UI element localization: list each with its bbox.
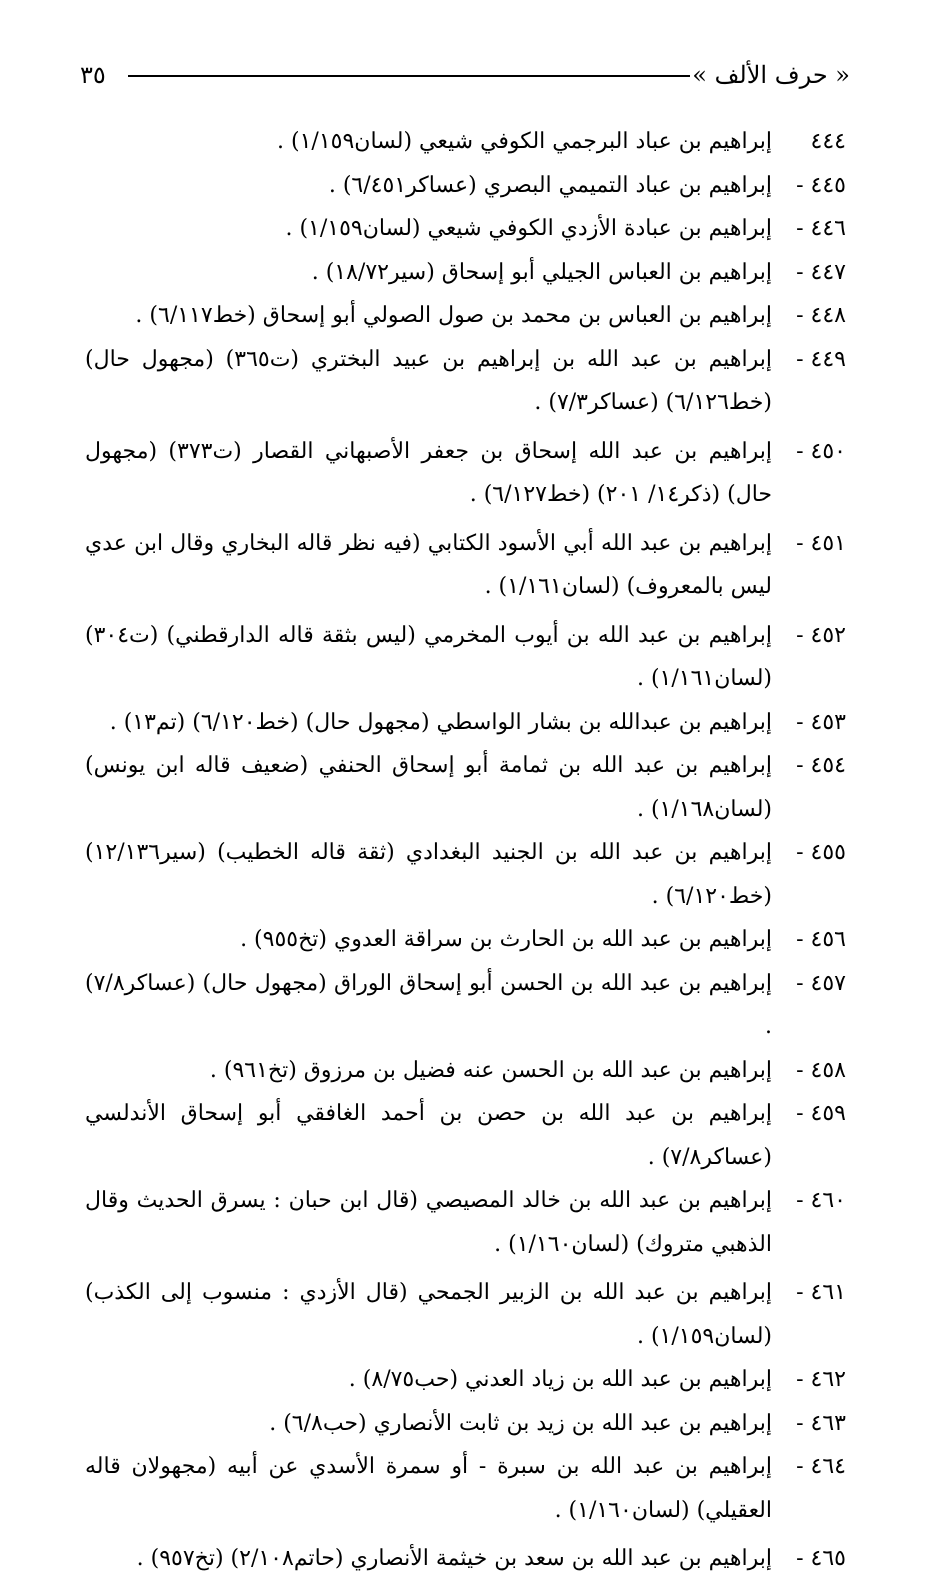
entry-number: ٤٥٧ - [796,970,846,996]
entry-number: ٤٦٣ - [796,1410,846,1436]
entry-number: ٤٤٩ - [796,346,846,372]
entry-452 [85,614,846,701]
entry-465 [85,1537,846,1581]
entry-number: ٤٥٠ - [796,438,846,464]
entry-number: ٤٥٩ - [796,1101,846,1126]
entry-number: ٤٥٤ - [796,753,846,778]
entry-460 [85,1179,846,1266]
entry-text: إبراهيم بن عبد الله بن إبراهيم بن عبيد البختري (ت٣٦٥) (مجهول حال) (خط٦/١٢٦) (عساكر٧/٣) . [85,346,773,415]
entry-text: إبراهيم بن عبد الله بن ثمامة أبو إسحاق الحنفي (ضعيف قاله ابن يونس) (لسان١/١٦٨) . [85,753,772,822]
entry-446 [85,207,846,251]
entry-number: ٤٤٦ - [796,216,846,241]
entry-459 [85,1092,846,1179]
entry-number: ٤٦٥ - [796,1546,846,1571]
entry-458 [85,1049,846,1093]
entry-text: إبراهيم بن عبد الله بن سعد بن خيثمة الأنصاري (حاتم٢/١٠٨) (تخ٩٥٧) . [136,1546,772,1571]
entry-number: ٤٤٥ - [796,172,846,198]
entry-number: ٤٥٣ - [796,709,846,735]
entry-text: إبراهيم بن عبادة الأزدي الكوفي شيعي (لسان١/١٥٩) . [285,216,772,241]
entry-number: ٤٦١ - [796,1280,846,1305]
entry-463 [85,1402,846,1446]
entry-451 [85,522,846,609]
entry-text: إبراهيم بن عبد الله إسحاق بن جعفر الأصبهاني القصار (ت٣٧٣) (مجهول حال) (ذكر١٤/ ٢٠١) (خط٦/١٢٧) . [85,438,772,507]
section-title: « حرف الألف » [692,61,850,89]
entry-448 [85,294,846,338]
entry-text: إبراهيم بن عبدالله بن بشار الواسطي (مجهول حال) (خط٦/١٢٠) (تم١٣) . [109,709,772,735]
entry-text: إبراهيم بن عبد الله بن سبرة - أو سمرة الأسدي عن أبيه (مجهولان قاله العقيلي) (لسان١/١٦٠) . [85,1454,772,1523]
page-header [80,58,850,92]
entry-number: ٤٦٢ - [796,1367,846,1392]
entry-462 [85,1358,846,1402]
entry-number: ٤٦٤ - [796,1454,846,1479]
entry-number: ٤٦٠ - [796,1188,846,1213]
entry-text: إبراهيم بن عبد الله بن الحسن أبو إسحاق الوراق (مجهول حال) (عساكر٧/٨) . [85,970,772,1039]
entry-text: إبراهيم بن عبد الله بن الحسن عنه فضيل بن مرزوق (تخ٩٦١) . [209,1057,772,1083]
entry-461 [85,1271,846,1358]
entry-list [85,120,846,1581]
entry-445 [85,164,846,208]
entry-number: ٤٤٨ - [796,303,846,328]
entry-text: إبراهيم بن عبد الله بن خالد المصيصي (قال ابن حبان : يسرق الحديث وقال الذهبي متروك) (لسان١/١٦٠) . [85,1188,772,1257]
entry-text: إبراهيم بن عبد الله بن الجنيد البغدادي (ثقة قاله الخطيب) (سير١٢/١٣٦) (خط٦/١٢٠) . [85,840,772,909]
entry-number: ٤٥٦ - [796,927,846,952]
entry-455 [85,831,846,918]
entry-454 [85,744,846,831]
entry-text: إبراهيم بن عبد الله أبي الأسود الكتابي (فيه نظر قاله البخاري وقال ابن عدي ليس بالمعروف) (لسان١/١٦١) . [85,530,772,599]
entry-text: إبراهيم بن عباد البرجمي الكوفي شيعي (لسان١/١٥٩) . [277,129,772,154]
entry-number: ٤٥٢ - [796,622,846,648]
entry-text: إبراهيم بن عباد التميمي البصري (عساكر٦/٤٥١) . [328,172,772,198]
entry-number: ٤٥٥ - [796,840,846,865]
entry-456 [85,918,846,962]
entry-449 [85,338,846,425]
entry-text: إبراهيم بن عبد الله بن زيد بن ثابت الأنصاري (حب٦/٨) . [269,1410,772,1436]
entry-number: ٤٥٨ - [796,1057,846,1083]
entry-text: إبراهيم بن عبد الله بن الحارث بن سراقة العدوي (تخ٩٥٥) . [240,927,772,952]
entry-453 [85,701,846,745]
header-rule [128,75,690,77]
entry-464 [85,1445,846,1532]
page-number: ٣٥ [80,61,106,89]
entry-text: إبراهيم بن عبد الله بن أيوب المخرمي (ليس بثقة قاله الدارقطني) (ت٣٠٤) (لسان١/١٦١) . [85,622,772,691]
entry-text: إبراهيم بن عبد الله بن زياد العدني (حب٨/٧٥) . [348,1367,772,1392]
entry-number: ٤٤٤ [810,129,846,154]
entry-text: إبراهيم بن عبد الله بن حصن بن أحمد الغافقي أبو إسحاق الأندلسي (عساكر٧/٨) . [85,1101,772,1170]
entry-number: ٤٥١ - [796,530,846,556]
entry-447 [85,251,846,295]
entry-text: إبراهيم بن العباس بن محمد بن صول الصولي أبو إسحاق (خط٦/١١٧) . [135,303,772,328]
entry-444 [85,120,846,164]
entry-457 [85,962,846,1049]
entry-450 [85,430,846,517]
entry-text: إبراهيم بن عبد الله بن الزبير الجمحي (قال الأزدي : منسوب إلى الكذب) (لسان١/١٥٩) . [85,1280,772,1349]
entry-text: إبراهيم بن العباس الجيلي أبو إسحاق (سير١٨/٧٢) . [311,259,772,285]
entry-number: ٤٤٧ - [796,259,846,285]
